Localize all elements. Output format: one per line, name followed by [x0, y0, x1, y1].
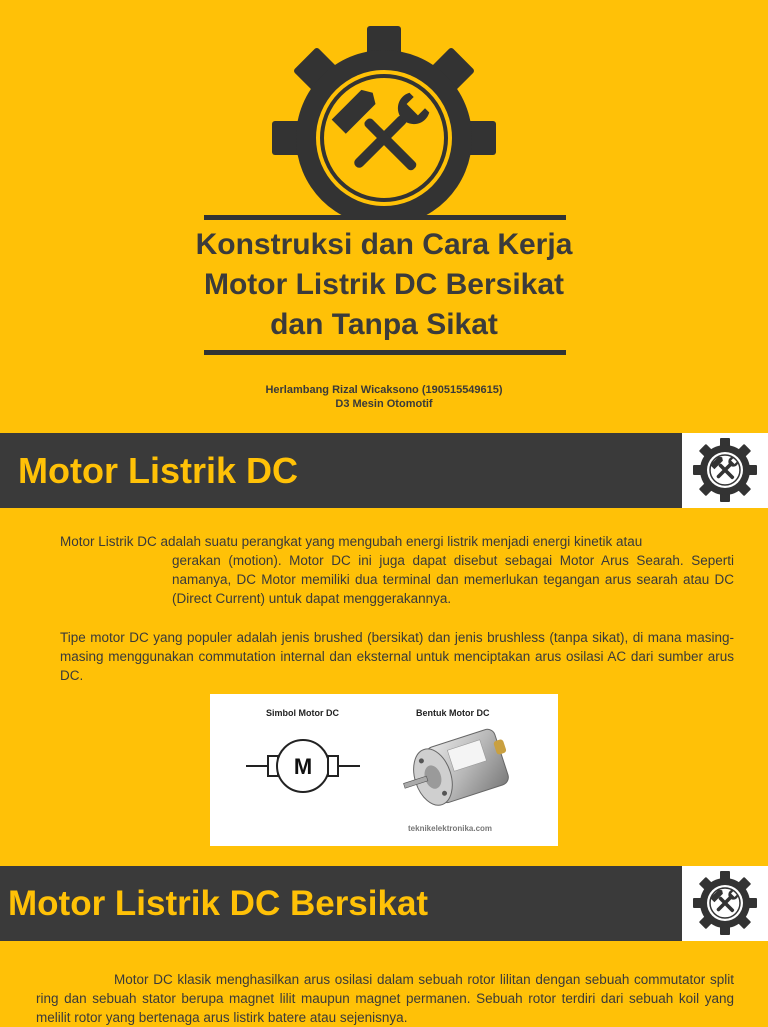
section-heading: Motor Listrik DC Bersikat [8, 883, 429, 923]
paragraph-definition [60, 532, 734, 608]
paragraph-definition-rest: gerakan (motion). Motor DC ini juga dapat disebut sebagai Motor Arus Searah. Seperti namanya, DC Motor memiliki dua terminal dan memerlukan tegangan arus searah atau DC (Direct Current) untuk dapat menggerakannya. [172, 553, 734, 606]
cover-title-line-2: Motor Listrik DC Bersikat [203, 268, 565, 301]
study-program: D3 Mesin Otomotif [335, 398, 433, 410]
section-heading: Motor Listrik DC [18, 449, 299, 491]
motor-symbol-letter: M [293, 754, 313, 779]
section-logo [682, 433, 768, 508]
cover-author-block [150, 383, 618, 411]
figure-watermark: teknikelektronika.com [408, 824, 493, 833]
divider-top [204, 215, 566, 220]
gear-hammer-wrench-icon [689, 437, 761, 503]
motor-dc-figure [210, 694, 558, 846]
motor-symbol-diagram [240, 728, 370, 808]
paragraph-types: Tipe motor DC yang populer adalah jenis brushed (bersikat) dan jenis brushless (tanpa sikat), di mana masing-masing menggunakan commutation internal dan eksternal untuk menciptakan arus osilasi AC dari sumber arus DC. [60, 630, 734, 683]
cover-title-line-3: dan Tanpa Sikat [270, 308, 498, 341]
cover-title-line-1: Konstruksi dan Cara Kerja [195, 228, 573, 261]
divider-bottom [204, 350, 566, 355]
section-logo [682, 866, 768, 941]
gear-hammer-wrench-icon [689, 870, 761, 936]
section-header-bar [0, 433, 682, 508]
cover-title [150, 225, 618, 345]
motor-photo-illustration [396, 718, 520, 822]
figure-shape-label: Bentuk Motor DC [416, 708, 490, 718]
gear-hammer-wrench-icon [248, 20, 520, 220]
figure-symbol-label: Simbol Motor DC [266, 708, 339, 718]
paragraph-definition-first-line: Motor Listrik DC adalah suatu perangkat yang mengubah energi listrik menjadi energi kinetik atau [60, 534, 643, 549]
paragraph-brushed: Motor DC klasik menghasilkan arus osilasi dalam sebuah rotor lilitan dengan sebuah commutator split ring dan sebuah stator berupa magnet lilit maupun magnet permanen. Sebuah rotor terdiri dari sebuah koil yang melilit rotor yang bertenaga arus listirk batere atau sejenisnya. [36, 972, 734, 1025]
author-name: Herlambang Rizal Wicaksono (190515549615) [265, 384, 503, 396]
section-header-bar [0, 866, 682, 941]
